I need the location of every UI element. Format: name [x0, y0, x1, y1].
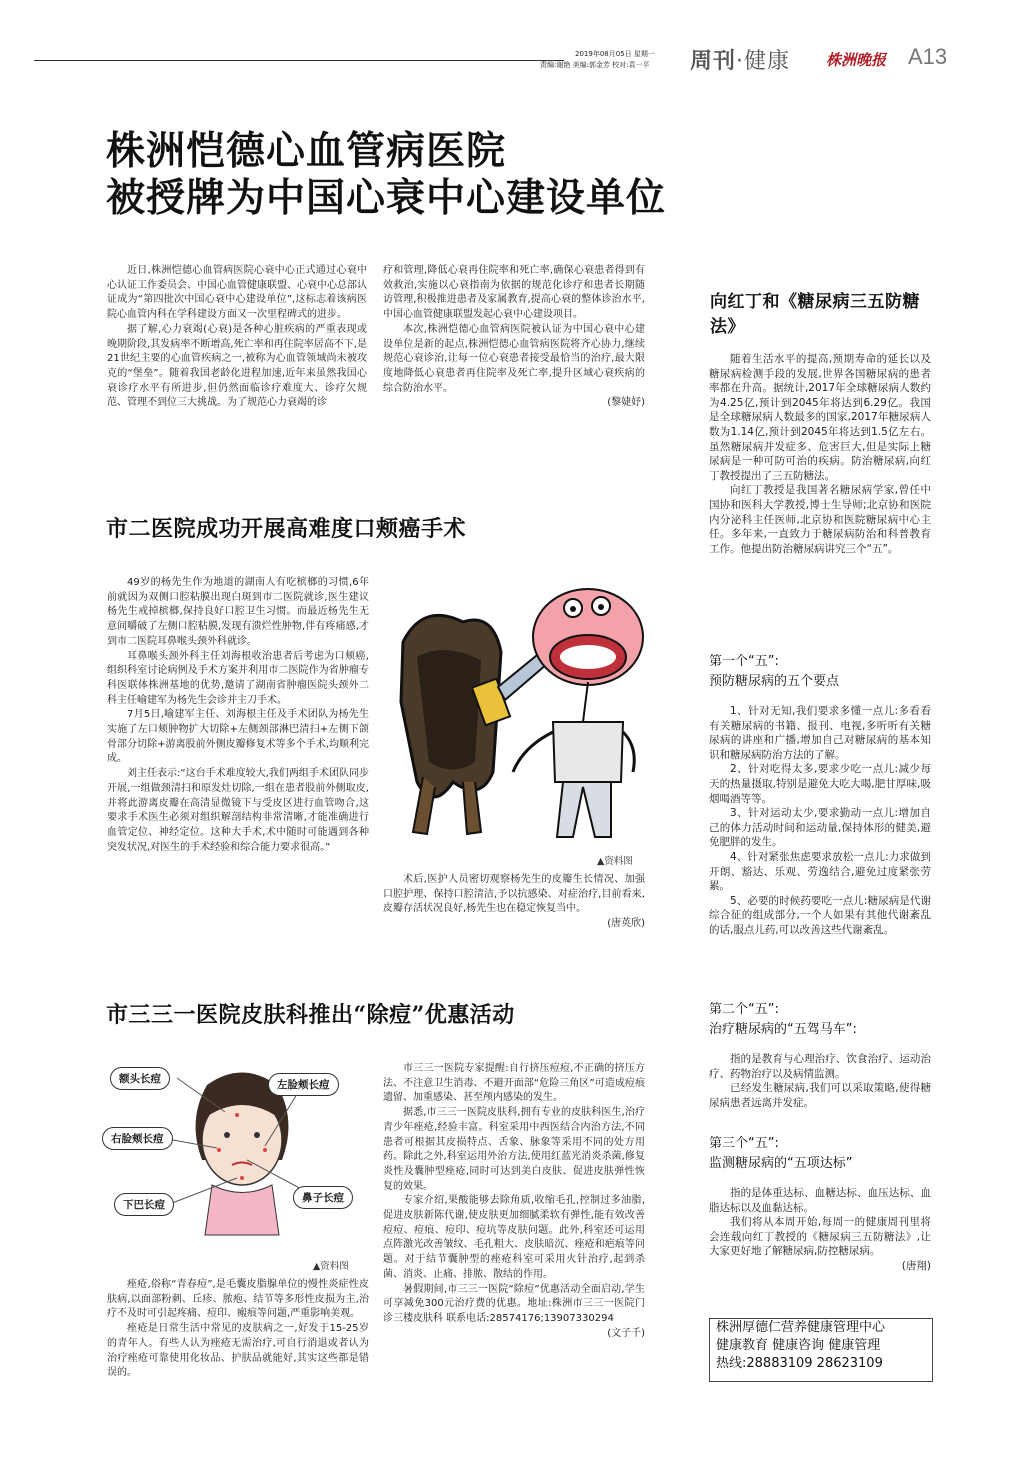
article3-image-credit: ▲资料图: [313, 1261, 349, 1272]
paragraph: 痤疮是日常生活中常见的皮肤病之一,好发于15-25岁的青年人。有些人认为痤疮无需治疗,可自行消退或者认为治疗痤疮可靠使用化妆品、护肤品就能好,其实这些都是错误的。: [107, 1323, 369, 1379]
section-label-a: 周刊: [690, 49, 737, 74]
five1-sub: 预防糖尿病的五个要点: [709, 674, 840, 689]
label-forehead: 额头长痘: [110, 1067, 170, 1090]
ad-line3: 热线:28883109 28623109: [716, 1356, 883, 1371]
section-name: [690, 44, 790, 75]
five2-heading: [709, 1000, 931, 1040]
article1-title-line1: 株洲恺德心血管病医院: [106, 129, 507, 174]
section-label-b: ·健康: [736, 49, 791, 74]
editor-credits: 责编:谢艳 美编:郭金芳 校对:袁一平: [540, 61, 650, 69]
label-chin: 下巴长痘: [114, 1193, 174, 1216]
article2-image-credit: ▲资料图: [597, 856, 633, 867]
article1-title-line2: 被授牌为中国心衰中心建设单位: [106, 176, 667, 221]
paragraph: 本次,株洲恺德心血管病医院被认证为中国心衰中心建设单位是新的起点,株洲恺德心血管病医院将齐心协力,继续规范心衰诊治,让每一位心衰患者接受最恰当的治疗,最大限度地降低心衰患者再住院率及死亡率,提升区域心衰疾病的综合防治水平。: [383, 323, 645, 394]
five1-head: 第一个“五”:: [709, 654, 779, 669]
issue-date: 2019年08月05日 星期一: [575, 50, 655, 58]
paragraph: 向红丁教授是我国著名糖尿病学家,曾任中国协和医科大学教授,博士生导师;北京协和医院内分泌科主任医师,北京协和医院糖尿病中心主任。多年来,一直致力于糖尿病防治和科普教育工作。他提出防治糖尿病讲究三个“五”。: [709, 484, 931, 555]
paragraph: 疗和管理,降低心衰再住院率和死亡率,确保心衰患者得到有效救治,实施以心衰指南为依据的规范化诊疗和患者长期随访管理,积极推进患者及家属教育,提高心衰的整体诊治水平,中国心血管健康联盟发起心衰中心建设项目。: [383, 265, 645, 321]
paragraph: 4、针对紧张焦虑要求放松一点儿:力求做到开朗、豁达、乐观、劳逸结合,避免过度紧张劳累。: [709, 850, 931, 893]
article1-col2: [383, 264, 645, 411]
paragraph: 市三三一医院专家提醒:自行挤压痘痘,不正确的挤压方法、不注意卫生消毒、不避开面部“危险三角区”可造成痘痕遗留、加重感染、甚至颅内感染的发生。: [383, 1063, 645, 1104]
sidebar-signature: (唐翔): [901, 1259, 931, 1272]
article2-title: 市二医院成功开展高难度口颊癌手术: [106, 516, 467, 542]
paragraph: 7月5日,喻建军主任、刘海根主任及手术团队为杨先生实施了左口颊肿物扩大切除+左侧颈部淋巴清扫+左侧下颌骨部分切除+游离股前外侧皮瓣修复术等多个手术,均顺利完成。: [107, 709, 369, 765]
article1-col1: [107, 264, 367, 411]
article2-col1: [107, 576, 369, 855]
five1-text: [709, 704, 931, 938]
paragraph: 暑假期间,市三三一医院“除痘”优惠活动全面启动,学生可享减免300元治疗费的优惠。地址:株洲市三三一医院门诊三楼皮肤科 联系电话:28574176;13907330294: [383, 1283, 645, 1324]
five2-sub: 治疗糖尿病的“五驾马车”:: [709, 1022, 857, 1037]
paragraph: 3、针对运动太少,要求勤动一点儿:增加自己的体力活动时间和运动量,保持体形的健美,避免肥胖的发生。: [709, 807, 931, 849]
article3-title: 市三三一医院皮肤科推出“除痘”优惠活动: [106, 1002, 515, 1028]
paragraph: 术后,医护人员密切观察杨先生的皮瓣生长情况、加强口腔护理、保持口腔清洁,予以抗感染、对症治疗,目前看来,皮瓣存活状况良好,杨先生也在稳定恢复当中。: [383, 874, 645, 915]
ad-line1: 株洲厚德仁营养健康管理中心: [716, 1320, 886, 1335]
ad-line2: 健康教育 健康咨询 健康管理: [716, 1338, 881, 1353]
article2-signature: (唐英欣): [607, 918, 645, 930]
sidebar-title: 向红丁和《糖尿病三五防糖法》: [710, 292, 920, 337]
paragraph: 据了解,心力衰竭(心衰)是各种心脏疾病的严重表现或晚期阶段,其发病率不断增高,死亡率和再住院率居高不下,是21世纪主要的心血管疾病之一,被称为心血管领域尚未被攻克的“堡垒”。随着我国老龄化进程加速,近年来虽然我国心衰诊疗水平有所进步,但仍然面临诊疗难度大、诊疗欠规范、管理不到位三大挑战。为了规范心力衰竭的诊: [107, 323, 367, 409]
paragraph: 指的是教育与心理治疗、饮食治疗、运动治疗、药物治疗以及病情监测。: [709, 1053, 931, 1080]
sidebar-intro: [709, 352, 931, 556]
paragraph: 5、必要的时候药要吃一点儿:糖尿病是代谢综合征的组成部分,一个人如果有其他代谢紊乱的话,服点儿药,可以改善这些代谢紊乱。: [709, 894, 931, 936]
five1-heading: [709, 652, 931, 692]
article2-col2: [383, 873, 645, 932]
article3-col2: [383, 1062, 645, 1341]
header-rule: [34, 60, 564, 61]
paragraph: 2、针对吃得太多,要求少吃一点儿:减少每天的热量摄取,特别是避免大吃大喝,肥甘厚味,吸烟喝酒等等。: [709, 763, 931, 805]
paragraph: 49岁的杨先生作为地道的湖南人有吃槟榔的习惯,6年前就因为双侧口腔粘膜出现白斑到市二医院就诊,医生建议杨先生戒掉槟榔,保持良好口腔卫生习惯。而最近杨先生无意间嚼破了左侧口腔粘膜,发现有溃烂性肿物,伴有疼痛感,才到市二医院耳鼻喉头颈外科就诊。: [107, 577, 369, 647]
paragraph: 据悉,市三三一医院皮肤科,拥有专业的皮肤科医生,治疗青少年痤疮,经验丰富。科室采用中西医结合内治方法,不同患者可根据其皮损特点、舌象、脉象等采用不同的处方用药。除此之外,科室运用外治方法,使用红蓝光消炎杀菌,修复炎性及囊肿型痤疮,同时可达到美白皮肤、促进皮肤弹性恢复的效果。: [383, 1107, 645, 1192]
five3-sub: 监测糖尿病的“五项达标”: [709, 1156, 853, 1171]
five3-head: 第三个“五”:: [709, 1136, 779, 1151]
label-left-cheek: 左脸颊长痘: [268, 1073, 339, 1096]
paragraph: 耳鼻喉头颈外科主任刘海根收治患者后考虑为口颊癌,组织科室讨论病例及手术方案并利用市二医院作为省肿瘤专科医联体株洲基地的优势,邀请了湖南省肿瘤医院头颈外二科主任喻建军为杨先生会诊并主刀手术。: [107, 650, 369, 706]
paper-logo: 株洲晚报: [826, 51, 887, 69]
page-number: A13: [908, 44, 948, 69]
label-nose: 鼻子长痘: [293, 1186, 353, 1209]
five3-text: [709, 1186, 931, 1274]
paragraph: 指的是体重达标、血糖达标、血压达标、血脂达标以及血黏达标。: [709, 1187, 931, 1214]
dental-cartoon-illustration: [383, 582, 645, 852]
paragraph: 刘主任表示:“这台手术难度较大,我们两组手术团队同步开展,一组做颈清扫和原发灶切除,一组在患者股前外侧取皮,并将此游离皮瓣在高清显微镜下与受皮区进行血管吻合,这要求手术医生必须对组织解剖结构非常清晰,才能准确进行血管定位、神经定位。这种大手术,术中随时可能遇到各种突发状况,对医生的手术经验和综合能力要求很高。”: [107, 768, 369, 853]
ad-box: [709, 1318, 933, 1382]
paragraph: 已经发生糖尿病,我们可以采取策略,使得糖尿病患者远离并发症。: [709, 1082, 931, 1109]
paragraph: 近日,株洲恺德心血管病医院心衰中心正式通过心衰中心认证工作委员会、中国心血管健康联盟、心衰中心总部认证成为“第四批次中国心衰中心建设单位”,这标志着该病医院心血管内科在学科建设方面又一次里程碑式的进步。: [107, 265, 367, 321]
label-right-cheek: 右脸颊长痘: [102, 1127, 173, 1150]
paragraph: 我们将从本周开始,每周一的健康周刊里将会连载向红丁教授的《糖尿病三五防糖法》,让大家更好地了解糖尿病,防控糖尿病。: [709, 1216, 931, 1258]
paragraph: 随着生活水平的提高,预期寿命的延长以及糖尿病检测手段的发展,世界各国糖尿病的患者率都在升高。据统计,2017年全球糖尿病人数约为4.25亿,预计到2045年将达到6.29亿。我国是全球糖尿病人数最多的国家,2017年糖尿病人数为1.14亿,预计到2045年将达到1.5亿左右。虽然糖尿病并发症多、危害巨大,但是实际上糖尿病是一种可防可治的疾病。防治糖尿病,向红丁教授提出了三五防糖法。: [709, 353, 931, 482]
article1-title: [106, 128, 806, 222]
paragraph: 专家介绍,果酸能够去除角质,收缩毛孔,控制过多油脂,促进皮肤新陈代谢,使皮肤更加细腻柔软有弹性,能有效改善痘痘、痘痕、痘印、痘坑等皮肤问题。此外,科室还可运用点阵激光改善皱纹、毛孔粗大、皮肤暗沉、痤疮和疤痕等问题。对于结节囊肿型的痤疮科室可采用火针治疗,起到杀菌、消炎、止痛、排脓、散结的作用。: [383, 1195, 645, 1280]
paragraph: 1、针对无知,我们要求多懂一点儿:多看看有关糖尿病的书籍、报刊、电视,多听听有关糖尿病的讲座和广播,增加自己对糖尿病的基本知识和糖尿病防治方法的了解。: [709, 705, 931, 761]
article1-signature: (黎婕妤): [607, 397, 645, 409]
five2-head: 第二个“五”:: [709, 1002, 779, 1017]
article3-signature: (文子千): [607, 1327, 645, 1339]
paragraph: 痤疮,俗称“青春痘”,是毛囊皮脂腺单位的慢性炎症性皮肤病,以面部粉刺、丘疹、脓疱、结节等多形性皮损为主,治疗不及时可引起疼痛、痘印、瘢痕等问题,严重影响美观。: [107, 1279, 369, 1320]
five2-text: [709, 1052, 931, 1110]
five3-heading: [709, 1134, 931, 1174]
article3-col1: [107, 1278, 369, 1381]
